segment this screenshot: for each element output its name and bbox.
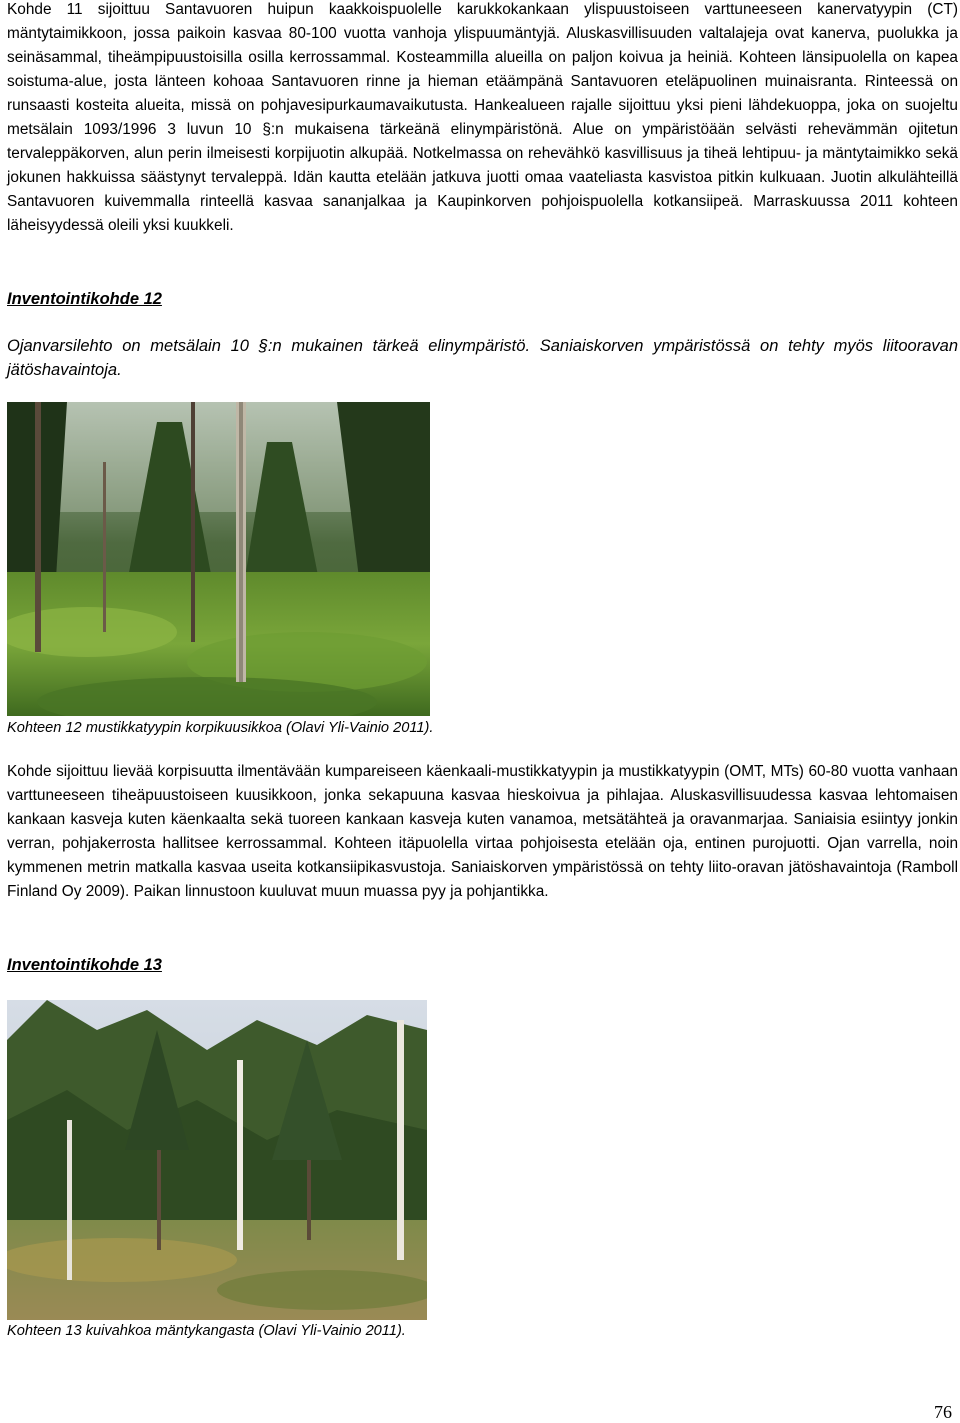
intro-kohde-12: Ojanvarsilehto on metsälain 10 §:n mukainen tärkeä elinympäristö. Saniaiskorven ympäristössä on tehty myös liitooravan jätöshavaintoja. <box>7 337 958 379</box>
forest-photo-icon-12 <box>7 402 430 716</box>
forest-photo-icon-13 <box>7 1000 427 1320</box>
paragraph-kohde-11: Kohde 11 sijoittuu Santavuoren huipun kaakkoispuolelle karukkokankaan ylispuustoiseen varttuneeseen kanervatyypin (CT) mäntytaimikkoon, jossa paikoin kasvaa 80-100 vuotta vanhoja ylispuumäntyjä. Aluskasvillisuuden valtalajeja ovat kanerva, puolukka ja seinäsammal, tiheämpipuustoisilla osilla kerrossammal. Kosteammilla alueilla on paljon koivua ja heiniä. Kohteen länsipuolella on kapea soistuma-alue, josta länteen kohoaa Santavuoren rinne ja hieman etäämpänä Santavuoren eteläpuolinen muinaisranta. Rinteessä on runsaasti kosteita alueita, missä on pohjavesipurkaumavaikutusta. Hankealueen rajalle sijoittuu yksi pieni lähdekuoppa, joka on suojeltu metsälain 1093/1996 3 luvun 10 §:n mukaisena tärkeänä elinympäristönä. Alue on ympäristöään selvästi rehevämmän ojitetun tervaleppäkorven, alun perin ilmeisesti korpijuotin alkupää. Notkelmassa on rehevähkö kasvillisuus ja tiheä lehtipuu- ja mäntytaimikko sekä jokunen hakkuissa säästynyt tervaleppä. Idän kautta etelään jatkuva juotti omaa vaateliasta kasvistoa pitkin kulkuaan. Juotin alkulähteillä Santavuoren kuivemmalla rinteellä kasvaa sananjalkaa ja Kaupinkorven pohjoispuolella kotkansiipeä. Marraskuussa 2011 kohteen läheisyydessä oleili yksi kuukkeli. <box>7 1 958 234</box>
caption-kohde-13: Kohteen 13 kuivahkoa mäntykangasta (Olavi Yli-Vainio 2011). <box>7 1323 406 1339</box>
paragraph-kohde-12: Kohde sijoittuu lievää korpisuutta ilmentävään kumpareiseen käenkaali-mustikkatyypin ja mustikkatyypin (OMT, MTs) 60-80 vuotta vanhaan varttuneeseen tiheäpuustoiseen kuusikkoon, jonka sekapuuna kasvaa hieskoivua ja pihlajaa. Aluskasvillisuudessa kasvaa lehtomaisen kankaan kasveja kuten käenkaalta sekä tuoreen kankaan kasveja kuten vanamoa, metsätähteä ja oravanmarjaa. Saniaisia esiintyy jonkin verran, pohjakerrosta hallitsee kerrossammal. Kohteen itäpuolella virtaa pohjoisesta etelään oja, entinen purojuotti. Ojan varrella, noin kymmenen metrin matkalla kasvaa useita kotkansiipikasvustoja. Saniaiskorven ympäristössä on tehty liito-oravan jätöshavaintoja (Ramboll Finland Oy 2009). Paikan linnustoon kuuluvat muun muassa pyy ja pohjantikka. <box>7 763 958 900</box>
heading-inventointikohde-12: Inventointikohde 12 <box>7 290 162 308</box>
heading-inventointikohde-13: Inventointikohde 13 <box>7 956 162 974</box>
page-number: 76 <box>934 1402 952 1422</box>
caption-kohde-12: Kohteen 12 mustikkatyypin korpikuusikkoa (Olavi Yli-Vainio 2011). <box>7 720 434 736</box>
